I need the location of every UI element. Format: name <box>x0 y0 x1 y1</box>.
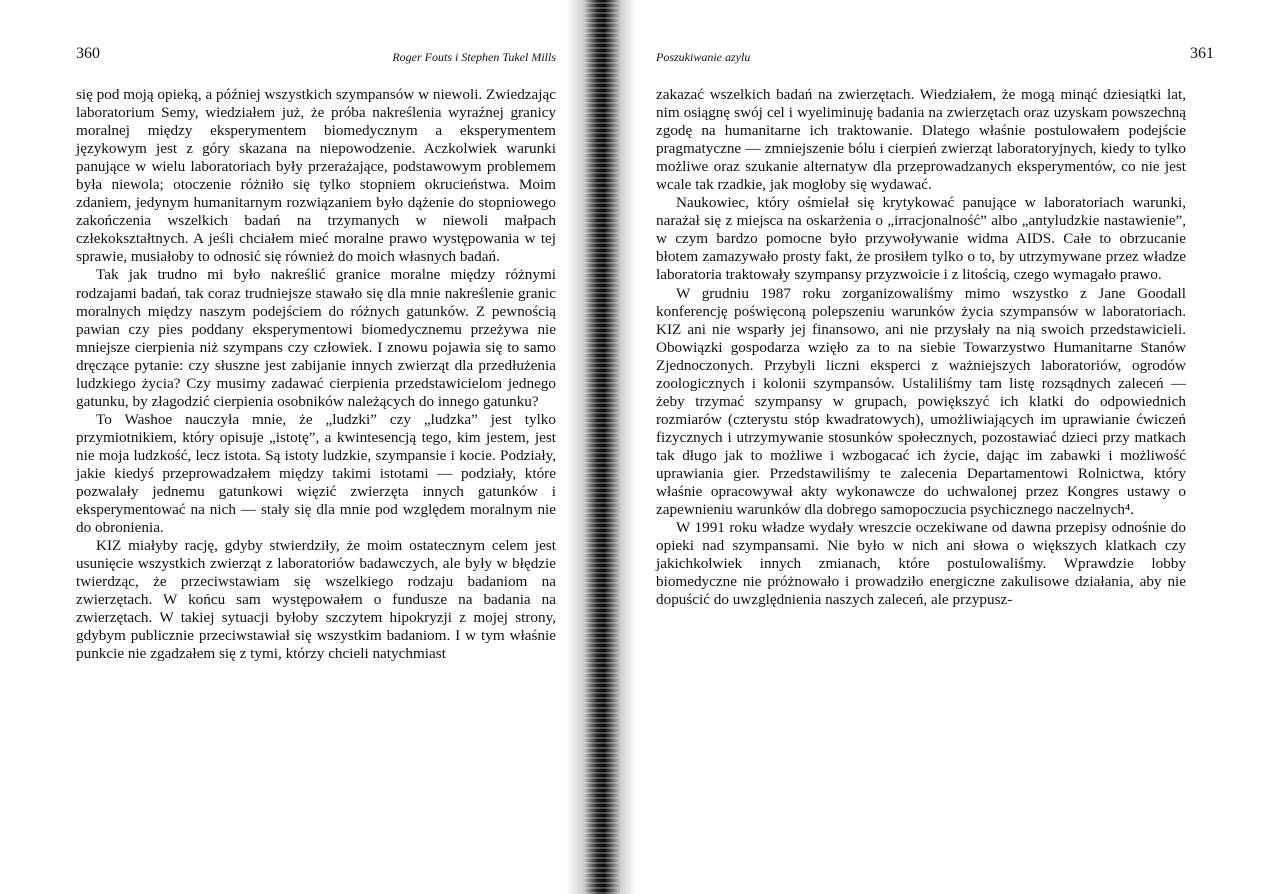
left-page-number: 360 <box>76 45 100 62</box>
right-page-number: 361 <box>1190 45 1214 62</box>
left-page <box>0 0 600 894</box>
left-paragraph-3: To Washoe nauczyła mnie, że „ludzki” czy „ludzka” jest tylko przymiotnikiem, który opisuje „istotę”, a kwintesencją tego, kim jestem, jest nie moja ludzkość, lecz istota. Są istoty ludzkie, szympansie i kocie. Podziały, jakie kiedyś przeprowadzałem między takimi istotami — podziały, które pozwalały jednemu gatunkowi więzić zwierzęta innych gatunków i eksperymentować na nich — stały się dla mnie pod względem moralnym nie do obronienia. <box>76 410 556 537</box>
left-text-column <box>76 86 556 664</box>
right-running-header: Poszukiwanie azylu <box>656 50 751 64</box>
right-paragraph-3: W grudniu 1987 roku zorganizowaliśmy mimo wszystko z Jane Goodall konferencję poświęconą polepszeniu warunków życia szympansów w laboratoriach. KIZ ani nie wsparły jej finansowo, ani nie przysłały na nią swoich przedstawicieli. Obowiązki gospodarza wzięło za to na siebie Towarzystwo Humanitarne Stanów Zjednoczonych. Przybyli liczni eksperci z ważniejszych laboratoriów, ogrodów zoologicznych i kolonii szympansów. Ustaliliśmy tam listę rozsądnych zaleceń — żeby trzymać szympansy w grupach, powiększyć ich klatki do odpowiednich rozmiarów (czterystu stóp kwadratowych), umożliwiających im uprawianie ćwiczeń fizycznych i utrzymywanie stosunków społecznych, pozostawiać dzieci przy matkach tak długo jak to możliwe i wzbogacać ich życie, dając im zabawki i możliwość uprawiania gier. Przedstawiliśmy te zalecenia Departamentowi Rolnictwa, który właśnie opracowywał akty wykonawcze do uchwalonej przez Kongres ustawy o zapewnieniu warunków dla dobrego samopoczucia psychicznego naczelnych⁴. <box>656 284 1186 519</box>
right-paragraph-2: Naukowiec, który ośmielał się krytykować panujące w laboratoriach warunki, narażał się z miejsca na oskarżenia o „irracjonalność” albo „antyludzkie nastawienie”, w czym bardzo pomocne było przywoływanie widma AIDS. Całe to obrzucanie błotem zamazywało prosty fakt, że prosiłem tylko o to, by utrzymywane przez władze laboratoria traktowały szympansy przyzwoicie i z litością, czego wymagało prawo. <box>656 194 1186 284</box>
left-paragraph-1: się pod moją opieką, a później wszystkich szympansów w niewoli. Zwiedzając laboratorium Semy, wiedziałem już, że próba nakreślenia wyraźnej granicy moralnej między eksperymentem biomedycznym a eksperymentem językowym jest z góry skazana na niepowodzenie. Aczkolwiek warunki panujące w wielu laboratoriach były przerażające, podstawowym problemem była niewola; otoczenie różniło się tylko stopniem okrucieństwa. Moim zdaniem, jedynym humanitarnym rozwiązaniem było dążenie do stopniowego zakończenia wszelkich badań na trzymanych w niewoli małpach człekokształtnych. A jeśli chciałem mieć moralne prawo występowania w tej sprawie, musiałoby to odnosić się również do moich własnych badań. <box>76 86 556 266</box>
right-page <box>618 0 1262 894</box>
left-paragraph-4: KIZ miałyby rację, gdyby stwierdziły, że moim ostatecznym celem jest usunięcie wszystkich zwierząt z laboratoriów badawczych, ale były w błędzie twierdząc, że przeciwstawiam się wszelkiego rodzaju badaniom na zwierzętach. W końcu sam występowałem o fundusze na badania na zwierzętach. W takiej sytuacji byłoby szczytem hipokryzji z mojej strony, gdybym publicznie przeciwstawiał się wszystkim badaniom. I w tym właśnie punkcie nie zgadzałem się z tymi, którzy chcieli natychmiast <box>76 537 556 663</box>
left-paragraph-2: Tak jak trudno mi było nakreślić granice moralne między różnymi rodzajami badań, tak coraz trudniejsze stawało się dla mnie nakreślenie granic moralnych między naszym podejściem do różnych gatunków. Z pewnością pawian czy pies poddany eksperymentowi biomedycznemu przeżywa nie mniejsze cierpienia niż szympans czy człowiek. I znowu pojawia się to samo dręczące pytanie: czy słuszne jest zabijanie innych zwierząt dla przedłużenia ludzkiego życia? Czy musimy zadawać cierpienia przedstawicielom jednego gatunku, by złagodzić cierpienia osobników należących do innego gatunku? <box>76 266 556 410</box>
left-running-header: Roger Fouts i Stephen Tukel Mills <box>392 50 556 64</box>
right-paragraph-4: W 1991 roku władze wydały wreszcie oczekiwane od dawna przepisy odnośnie do opieki nad szympansami. Nie było w nich ani słowa o większych klatkach czy jakichkolwiek innych zmianach, które postulowaliśmy. Wprawdzie lobby biomedyczne nie próżnowało i prowadziło energiczne zakulisowe działania, aby nie dopuścić do uwzględnienia naszych zaleceń, ale przypusz- <box>656 519 1186 609</box>
right-paragraph-1: zakazać wszelkich badań na zwierzętach. Wiedziałem, że mogą minąć dziesiątki lat, nim osiągnę swój cel i wyeliminuję badania na zwierzętach oraz uzyskam powszechną zgodę na humanitarne ich traktowanie. Dlatego właśnie postulowałem podejście pragmatyczne — zmniejszenie bólu i cierpień zwierząt laboratoryjnych, kiedy to tylko możliwe oraz szukanie alternatyw dla przeprowadzanych eksperymentów, co nie jest wcale tak rzadkie, jak mogłoby się wydawać. <box>656 86 1186 194</box>
right-text-column <box>656 86 1186 609</box>
